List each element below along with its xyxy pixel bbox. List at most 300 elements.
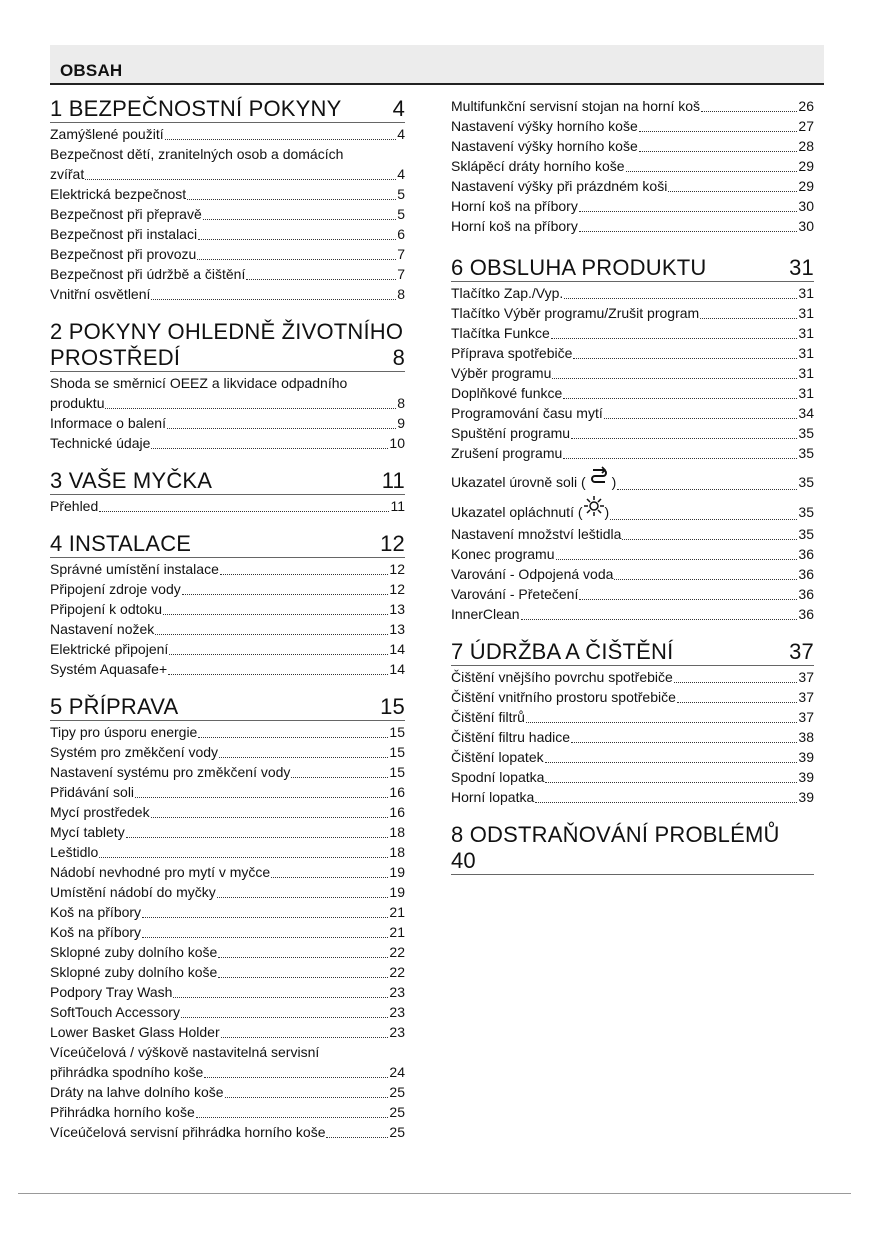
entry-page: 39 bbox=[798, 749, 814, 765]
entry-page: 8 bbox=[397, 286, 405, 302]
section-title-text: 4 INSTALACE bbox=[50, 531, 192, 556]
dot-leader bbox=[326, 1136, 388, 1138]
toc-entry[interactable] bbox=[451, 544, 814, 564]
section-page: 8 bbox=[392, 345, 405, 370]
dot-leader bbox=[246, 278, 396, 280]
entry-page: 31 bbox=[798, 285, 814, 301]
entry-page: 39 bbox=[798, 789, 814, 805]
dot-leader bbox=[579, 230, 798, 232]
section-title-text: 5 PŘÍPRAVA bbox=[50, 694, 179, 719]
entry-label: Tlačítka Funkce bbox=[451, 325, 550, 341]
entry-label: Varování - Odpojená voda bbox=[451, 566, 614, 582]
entry-label: Nastavení výšky horního koše bbox=[451, 118, 638, 134]
dot-leader bbox=[99, 510, 389, 512]
dot-leader bbox=[677, 701, 798, 703]
toc-entry[interactable] bbox=[50, 1082, 405, 1102]
dot-leader bbox=[168, 673, 388, 675]
entry-label: Víceúčelová / výškově nastavitelná servisní bbox=[50, 1044, 320, 1060]
entry-label: Víceúčelová servisní přihrádka horního koše bbox=[50, 1124, 326, 1140]
entry-page: 36 bbox=[798, 606, 814, 622]
dot-leader bbox=[639, 150, 798, 152]
entry-label: Doplňkové funkce bbox=[451, 385, 563, 401]
toc-entry[interactable] bbox=[50, 284, 405, 304]
entry-label: Přehled bbox=[50, 498, 99, 514]
entry-label: Příprava spotřebiče bbox=[451, 345, 573, 361]
dot-leader bbox=[564, 297, 797, 299]
dot-leader bbox=[163, 613, 388, 615]
entry-page: 16 bbox=[389, 804, 405, 820]
toc-entry[interactable] bbox=[451, 524, 814, 544]
dot-leader bbox=[535, 801, 797, 803]
entry-page: 21 bbox=[389, 924, 405, 940]
toc-entry[interactable] bbox=[50, 862, 405, 882]
entry-page: 10 bbox=[389, 435, 405, 451]
entry-label: Bezpečnost při údržbě a čištění bbox=[50, 266, 246, 282]
entry-label: Varování - Přetečení bbox=[451, 586, 579, 602]
dot-leader bbox=[126, 836, 389, 838]
entry-page: 15 bbox=[389, 744, 405, 760]
dot-leader bbox=[142, 916, 388, 918]
entry-page: 29 bbox=[798, 178, 814, 194]
toc-entry[interactable] bbox=[451, 176, 814, 196]
entry-label: Nastavení nožek bbox=[50, 621, 155, 637]
entry-page: 27 bbox=[798, 118, 814, 134]
section-title-text: 2 POKYNY OHLEDNĚ ŽIVOTNÍHO bbox=[50, 319, 404, 344]
entry-page: 19 bbox=[389, 884, 405, 900]
entry-label: Umístění nádobí do myčky bbox=[50, 884, 216, 900]
dot-leader bbox=[701, 110, 797, 112]
section-title[interactable] bbox=[451, 255, 814, 282]
entry-label: Multifunkční servisní stojan na horní koš bbox=[451, 98, 701, 114]
section-7 bbox=[451, 639, 814, 807]
entry-label: Koš na příbory bbox=[50, 924, 142, 940]
entry-page: 31 bbox=[798, 385, 814, 401]
entry-page: 30 bbox=[798, 198, 814, 214]
section-6 bbox=[451, 255, 814, 624]
entry-label: Vnitřní osvětlení bbox=[50, 286, 151, 302]
footer-divider bbox=[18, 1193, 851, 1194]
toc-entry[interactable] bbox=[451, 216, 814, 236]
toc-entry[interactable] bbox=[50, 144, 405, 184]
dot-leader bbox=[105, 407, 396, 409]
toc-entry[interactable] bbox=[50, 496, 405, 516]
entry-page: 13 bbox=[389, 621, 405, 637]
entry-page: 38 bbox=[798, 729, 814, 745]
entry-page: 35 bbox=[798, 445, 814, 461]
section-title[interactable] bbox=[50, 96, 405, 123]
dot-leader bbox=[198, 238, 396, 240]
entry-label: Koš na příbory bbox=[50, 904, 142, 920]
toc-entry[interactable] bbox=[50, 982, 405, 1002]
dot-leader bbox=[573, 357, 797, 359]
toc-left-column bbox=[50, 96, 405, 1157]
section-1 bbox=[50, 96, 405, 304]
entry-page: 15 bbox=[389, 724, 405, 740]
dot-leader bbox=[551, 337, 798, 339]
section-page: 15 bbox=[380, 694, 405, 719]
entry-page: 22 bbox=[389, 944, 405, 960]
toc-entry[interactable] bbox=[451, 604, 814, 624]
section-title-text: 1 BEZPEČNOSTNÍ POKYNY bbox=[50, 96, 342, 121]
entry-label: Lower Basket Glass Holder bbox=[50, 1024, 220, 1040]
entry-page: 31 bbox=[798, 345, 814, 361]
section-title-text: 6 OBSLUHA PRODUKTU bbox=[451, 255, 707, 280]
entry-page: 24 bbox=[389, 1064, 405, 1080]
salt-indicator-icon bbox=[588, 465, 610, 494]
dot-leader bbox=[142, 936, 388, 938]
entry-page: 14 bbox=[389, 661, 405, 677]
entry-label: Nastavení výšky horního koše bbox=[451, 138, 638, 154]
entry-page: 31 bbox=[798, 365, 814, 381]
toc-entry[interactable] bbox=[50, 1022, 405, 1042]
entry-page: 14 bbox=[389, 641, 405, 657]
entry-label: Připojení k odtoku bbox=[50, 601, 163, 617]
entry-page: 35 bbox=[798, 504, 814, 520]
section-title[interactable] bbox=[50, 468, 405, 495]
entry-label: Bezpečnost dětí, zranitelných osob a domácích bbox=[50, 146, 344, 162]
toc-right-column bbox=[451, 96, 814, 890]
section-page: 4 bbox=[392, 96, 405, 121]
section-page: 40 bbox=[451, 848, 476, 873]
entry-page: 23 bbox=[389, 984, 405, 1000]
toc-entry[interactable] bbox=[50, 224, 405, 244]
dot-leader bbox=[187, 198, 396, 200]
dot-leader bbox=[545, 781, 797, 783]
dot-leader bbox=[167, 427, 396, 429]
entry-page: 9 bbox=[397, 415, 405, 431]
entry-label: Nádobí nevhodné pro mytí v myčce bbox=[50, 864, 271, 880]
section-title[interactable] bbox=[50, 319, 405, 372]
toc-entry[interactable] bbox=[50, 413, 405, 433]
entry-page: 36 bbox=[798, 586, 814, 602]
toc-entry[interactable] bbox=[451, 584, 814, 604]
entry-label: Mycí tablety bbox=[50, 824, 125, 840]
entry-label: Tipy pro úsporu energie bbox=[50, 724, 198, 740]
entry-label: Programování času mytí bbox=[451, 405, 603, 421]
entry-label: Shoda se směrnicí OEEZ a likvidace odpadního bbox=[50, 375, 348, 391]
entry-page: 37 bbox=[798, 689, 814, 705]
entry-label: Ukazatel úrovně soli ( bbox=[451, 474, 586, 490]
section-title-text-continued: PROSTŘEDÍ bbox=[50, 345, 181, 370]
entry-page: 7 bbox=[397, 246, 405, 262]
toc-entry[interactable] bbox=[451, 196, 814, 216]
entry-label: Bezpečnost při provozu bbox=[50, 246, 197, 262]
entry-page: 18 bbox=[389, 824, 405, 840]
entry-page: 25 bbox=[389, 1084, 405, 1100]
entry-page: 4 bbox=[397, 166, 405, 182]
toc-entry[interactable] bbox=[50, 244, 405, 264]
dot-leader bbox=[556, 558, 798, 560]
section-4 bbox=[50, 531, 405, 679]
dot-leader bbox=[217, 896, 389, 898]
toc-entry[interactable] bbox=[451, 564, 814, 584]
entry-label: SoftTouch Accessory bbox=[50, 1004, 180, 1020]
entry-page: 8 bbox=[397, 395, 405, 411]
entry-page: 26 bbox=[798, 98, 814, 114]
dot-leader bbox=[135, 796, 388, 798]
dot-leader bbox=[221, 1036, 389, 1038]
toc-header bbox=[50, 45, 824, 85]
toc-entry[interactable] bbox=[50, 762, 405, 782]
entry-page: 37 bbox=[798, 709, 814, 725]
toc-entry[interactable] bbox=[451, 423, 814, 443]
section-page: 37 bbox=[789, 639, 814, 664]
entry-page: 36 bbox=[798, 546, 814, 562]
entry-label: Informace o balení bbox=[50, 415, 166, 431]
toc-entry[interactable] bbox=[50, 373, 405, 413]
toc-entry[interactable] bbox=[50, 1042, 405, 1082]
toc-entry[interactable] bbox=[451, 323, 814, 343]
toc-entry[interactable] bbox=[451, 403, 814, 423]
entry-page: 5 bbox=[397, 206, 405, 222]
toc-entry[interactable] bbox=[50, 902, 405, 922]
dot-leader bbox=[526, 721, 798, 723]
entry-page: 12 bbox=[389, 581, 405, 597]
section-title-text: 8 ODSTRAŇOVÁNÍ PROBLÉMŮ bbox=[451, 822, 780, 847]
dot-leader bbox=[220, 573, 389, 575]
entry-label: Spuštění programu bbox=[451, 425, 571, 441]
entry-page: 16 bbox=[389, 784, 405, 800]
entry-label: Podpory Tray Wash bbox=[50, 984, 173, 1000]
toc-entry[interactable] bbox=[451, 303, 814, 323]
entry-label: Nastavení množství leštidla bbox=[451, 526, 622, 542]
entry-label-suffix: ) bbox=[611, 474, 617, 490]
entry-label: Horní lopatka bbox=[451, 789, 535, 805]
entry-label: Mycí prostředek bbox=[50, 804, 150, 820]
entry-page: 7 bbox=[397, 266, 405, 282]
entry-page: 21 bbox=[389, 904, 405, 920]
dot-leader bbox=[219, 756, 388, 758]
entry-label: Čištění filtru hadice bbox=[451, 729, 571, 745]
toc-entry[interactable] bbox=[451, 443, 814, 463]
toc-entry[interactable] bbox=[50, 942, 405, 962]
toc-entry[interactable] bbox=[50, 882, 405, 902]
dot-leader bbox=[674, 681, 798, 683]
dot-leader bbox=[151, 447, 388, 449]
dot-leader bbox=[198, 736, 388, 738]
toc-entry[interactable] bbox=[50, 842, 405, 862]
toc-entry[interactable] bbox=[50, 742, 405, 762]
section-page: 12 bbox=[380, 531, 405, 556]
entry-label: Konec programu bbox=[451, 546, 555, 562]
entry-label: Systém Aquasafe+ bbox=[50, 661, 168, 677]
entry-page: 11 bbox=[390, 498, 405, 514]
dot-leader bbox=[610, 518, 797, 520]
entry-page: 35 bbox=[798, 425, 814, 441]
entry-page: 36 bbox=[798, 566, 814, 582]
dot-leader bbox=[85, 178, 396, 180]
toc-entry[interactable] bbox=[451, 136, 814, 156]
entry-label: Přidávání soli bbox=[50, 784, 135, 800]
dot-leader bbox=[165, 138, 397, 140]
toc-entry[interactable] bbox=[451, 283, 814, 303]
toc-entry[interactable] bbox=[451, 363, 814, 383]
toc-entry-rinse-indicator[interactable] bbox=[451, 500, 814, 524]
dot-leader bbox=[196, 1116, 389, 1118]
dot-leader bbox=[204, 1076, 388, 1078]
toc-entry[interactable] bbox=[451, 343, 814, 363]
toc-entry[interactable] bbox=[50, 782, 405, 802]
section-5-continued bbox=[451, 96, 814, 236]
dot-leader bbox=[579, 210, 798, 212]
toc-entry[interactable] bbox=[451, 667, 814, 687]
toc-entry[interactable] bbox=[451, 687, 814, 707]
dot-leader bbox=[203, 218, 396, 220]
dot-leader bbox=[291, 776, 388, 778]
dot-leader bbox=[169, 653, 388, 655]
entry-label-continued: produktu bbox=[50, 395, 105, 411]
entry-label: Tlačítko Výběr programu/Zrušit program bbox=[451, 305, 700, 321]
dot-leader bbox=[99, 856, 388, 858]
section-2 bbox=[50, 319, 405, 453]
entry-page: 13 bbox=[389, 601, 405, 617]
entry-label: Čištění vnějšího povrchu spotřebiče bbox=[451, 669, 673, 685]
dot-leader bbox=[271, 876, 388, 878]
section-title[interactable] bbox=[50, 694, 405, 721]
toc-entry[interactable] bbox=[50, 124, 405, 144]
dot-leader bbox=[626, 170, 798, 172]
entry-page: 6 bbox=[397, 226, 405, 242]
entry-page: 23 bbox=[389, 1024, 405, 1040]
dot-leader bbox=[151, 298, 396, 300]
entry-page: 30 bbox=[798, 218, 814, 234]
toc-entry[interactable] bbox=[50, 722, 405, 742]
section-page: 31 bbox=[789, 255, 814, 280]
entry-label: Horní koš na příbory bbox=[451, 218, 578, 234]
entry-label: Přihrádka horního koše bbox=[50, 1104, 195, 1120]
toc-entry[interactable] bbox=[50, 659, 405, 679]
toc-entry[interactable] bbox=[50, 433, 405, 453]
entry-label: Technické údaje bbox=[50, 435, 151, 451]
entry-page: 15 bbox=[389, 764, 405, 780]
toc-entry[interactable] bbox=[451, 767, 814, 787]
entry-label-continued: přihrádka spodního koše bbox=[50, 1064, 204, 1080]
dot-leader bbox=[668, 190, 797, 192]
section-title[interactable] bbox=[451, 639, 814, 666]
entry-label: Bezpečnost při přepravě bbox=[50, 206, 202, 222]
toc-entry[interactable] bbox=[50, 579, 405, 599]
toc-entry[interactable] bbox=[50, 204, 405, 224]
toc-entry[interactable] bbox=[50, 184, 405, 204]
dot-leader bbox=[197, 258, 396, 260]
entry-label: Leštidlo bbox=[50, 844, 99, 860]
dot-leader bbox=[617, 488, 797, 490]
dot-leader bbox=[225, 1096, 389, 1098]
entry-label: Dráty na lahve dolního koše bbox=[50, 1084, 224, 1100]
entry-label: Horní koš na příbory bbox=[451, 198, 578, 214]
toc-entry[interactable] bbox=[451, 96, 814, 116]
entry-page: 12 bbox=[389, 561, 405, 577]
toc-entry[interactable] bbox=[451, 707, 814, 727]
dot-leader bbox=[614, 578, 797, 580]
toc-entry[interactable] bbox=[50, 559, 405, 579]
entry-label: Elektrické připojení bbox=[50, 641, 169, 657]
toc-entry[interactable] bbox=[50, 599, 405, 619]
entry-page: 4 bbox=[397, 126, 405, 142]
section-title[interactable] bbox=[50, 531, 405, 558]
toc-entry[interactable] bbox=[50, 639, 405, 659]
section-title-text: 7 ÚDRŽBA A ČIŠTĚNÍ bbox=[451, 639, 674, 664]
toc-entry[interactable] bbox=[451, 787, 814, 807]
entry-label: Čištění filtrů bbox=[451, 709, 525, 725]
toc-entry[interactable] bbox=[50, 264, 405, 284]
dot-leader bbox=[155, 633, 388, 635]
entry-page: 29 bbox=[798, 158, 814, 174]
dot-leader bbox=[545, 761, 798, 763]
dot-leader bbox=[639, 130, 798, 132]
entry-page: 25 bbox=[389, 1104, 405, 1120]
entry-label-suffix: ) bbox=[604, 504, 610, 520]
toc-entry[interactable] bbox=[50, 1122, 405, 1142]
section-page: 11 bbox=[381, 468, 405, 493]
entry-label: Bezpečnost při instalaci bbox=[50, 226, 198, 242]
dot-leader bbox=[571, 741, 797, 743]
entry-label: Správné umístění instalace bbox=[50, 561, 219, 577]
entry-page: 35 bbox=[798, 474, 814, 490]
dot-leader bbox=[181, 1016, 388, 1018]
toc-entry[interactable] bbox=[50, 962, 405, 982]
entry-label: Tlačítko Zap./Vyp. bbox=[451, 285, 564, 301]
entry-page: 31 bbox=[798, 305, 814, 321]
entry-label-continued: zvířat bbox=[50, 166, 85, 182]
toc-entry[interactable] bbox=[50, 822, 405, 842]
entry-label: Sklopné zuby dolního koše bbox=[50, 964, 218, 980]
dot-leader bbox=[173, 996, 388, 998]
entry-page: 35 bbox=[798, 526, 814, 542]
section-8 bbox=[451, 822, 814, 875]
section-title-text: 3 VAŠE MYČKA bbox=[50, 468, 213, 493]
toc-entry[interactable] bbox=[50, 802, 405, 822]
dot-leader bbox=[700, 317, 797, 319]
entry-label: Čištění vnitřního prostoru spotřebiče bbox=[451, 689, 676, 705]
entry-page: 28 bbox=[798, 138, 814, 154]
dot-leader bbox=[604, 417, 798, 419]
toc-entry-salt-indicator[interactable] bbox=[451, 465, 814, 494]
dot-leader bbox=[571, 437, 797, 439]
dot-leader bbox=[579, 598, 797, 600]
toc-entry[interactable] bbox=[50, 1102, 405, 1122]
section-title[interactable] bbox=[451, 822, 814, 875]
toc-entry[interactable] bbox=[451, 156, 814, 176]
toc-entry[interactable] bbox=[451, 727, 814, 747]
section-3 bbox=[50, 468, 405, 516]
entry-label: Systém pro změkčení vody bbox=[50, 744, 219, 760]
entry-label: InnerClean bbox=[451, 606, 520, 622]
toc-entry[interactable] bbox=[451, 116, 814, 136]
entry-label: Čištění lopatek bbox=[451, 749, 544, 765]
dot-leader bbox=[182, 593, 389, 595]
section-5 bbox=[50, 694, 405, 1142]
toc-entry[interactable] bbox=[451, 747, 814, 767]
rinse-aid-indicator-icon bbox=[583, 495, 605, 524]
entry-page: 34 bbox=[798, 405, 814, 421]
entry-page: 19 bbox=[389, 864, 405, 880]
entry-label: Sklopné zuby dolního koše bbox=[50, 944, 218, 960]
dot-leader bbox=[218, 976, 388, 978]
entry-label: Výběr programu bbox=[451, 365, 552, 381]
entry-page: 37 bbox=[798, 669, 814, 685]
toc-entry[interactable] bbox=[50, 619, 405, 639]
entry-page: 31 bbox=[798, 325, 814, 341]
toc-entry[interactable] bbox=[50, 1002, 405, 1022]
toc-entry[interactable] bbox=[50, 922, 405, 942]
entry-label: Spodní lopatka bbox=[451, 769, 545, 785]
entry-label: Zamýšlené použití bbox=[50, 126, 164, 142]
entry-label: Nastavení výšky při prázdném koši bbox=[451, 178, 668, 194]
toc-entry[interactable] bbox=[451, 383, 814, 403]
entry-label: Nastavení systému pro změkčení vody bbox=[50, 764, 291, 780]
entry-page: 22 bbox=[389, 964, 405, 980]
